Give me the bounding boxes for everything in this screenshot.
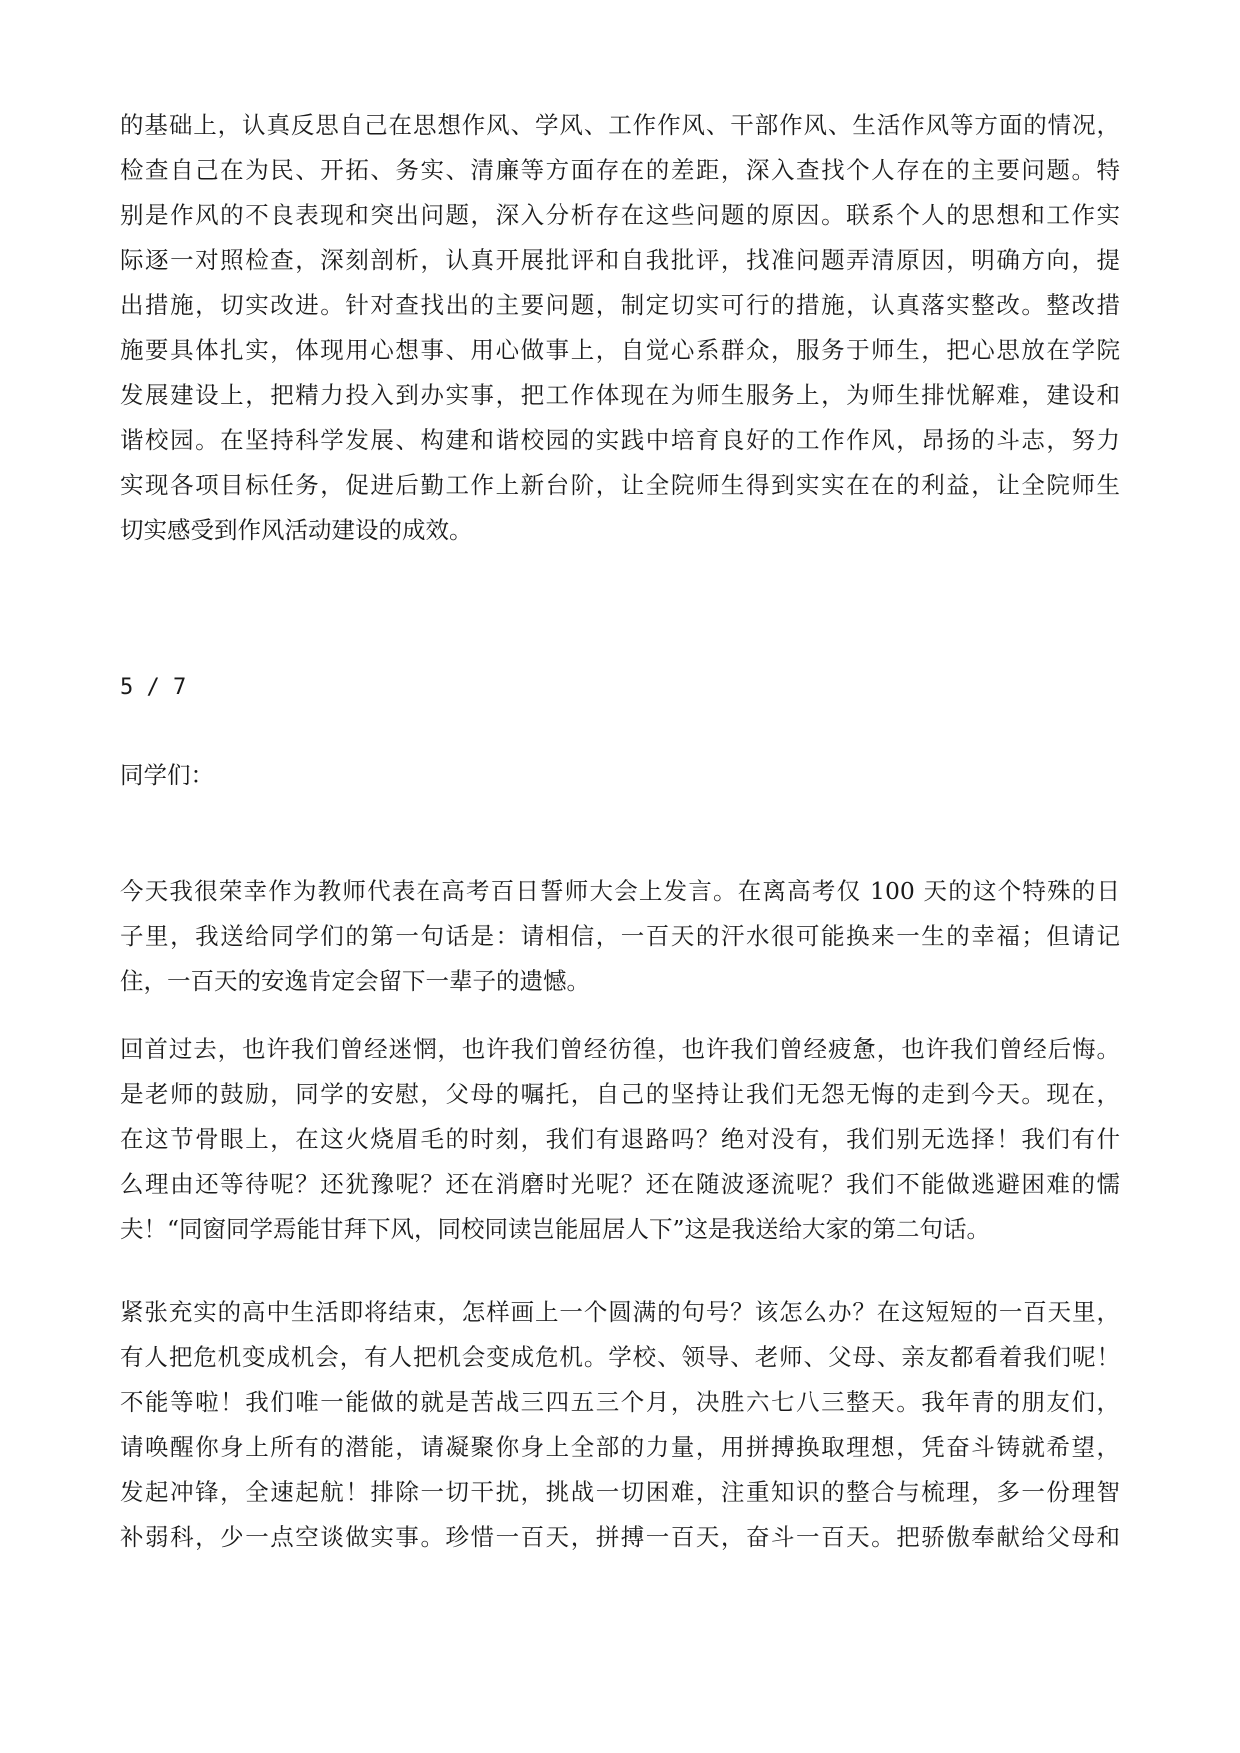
text-line: 施要具体扎实，体现用心想事、用心做事上，自觉心系群众，服务于师生，把心思放在学院 — [120, 336, 1120, 364]
text-line: 切实感受到作风活动建设的成效。 — [120, 516, 473, 544]
text-line: 补弱科，少一点空谈做实事。珍惜一百天，拼搏一百天，奋斗一百天。把骄傲奉献给父母和 — [120, 1523, 1120, 1551]
text-line: 出措施，切实改进。针对查找出的主要问题，制定切实可行的措施，认真落实整改。整改措 — [120, 291, 1120, 319]
text-line: 谐校园。在坚持科学发展、构建和谐校园的实践中培育良好的工作作风，昂扬的斗志，努力 — [120, 426, 1120, 454]
text-line: 紧张充实的高中生活即将结束，怎样画上一个圆满的句号？该怎么办？在这短短的一百天里， — [120, 1298, 1120, 1326]
text-line: 检查自己在为民、开拓、务实、清廉等方面存在的差距，深入查找个人存在的主要问题。特 — [120, 156, 1120, 184]
text-line: 发展建设上，把精力投入到办实事，把工作体现在为师生服务上，为师生排忧解难，建设和 — [120, 381, 1120, 409]
text-line: 的基础上，认真反思自己在思想作风、学风、工作作风、干部作风、生活作风等方面的情况， — [120, 111, 1120, 139]
text-line: 是老师的鼓励，同学的安慰，父母的嘱托，自己的坚持让我们无怨无悔的走到今天。现在， — [120, 1080, 1120, 1108]
text-line: 么理由还等待呢？还犹豫呢？还在消磨时光呢？还在随波逐流呢？我们不能做逃避困难的懦 — [120, 1170, 1120, 1198]
text-line: 不能等啦！我们唯一能做的就是苦战三四五三个月，决胜六七八三整天。我年青的朋友们， — [120, 1388, 1120, 1416]
text-line: 子里，我送给同学们的第一句话是：请相信，一百天的汗水很可能换来一生的幸福；但请记 — [120, 922, 1120, 950]
page-number: 5 / 7 — [120, 675, 187, 700]
text-line: 请唤醒你身上所有的潜能，请凝聚你身上全部的力量，用拼搏换取理想，凭奋斗铸就希望， — [120, 1433, 1120, 1461]
text-line: 际逐一对照检查，深刻剖析，认真开展批评和自我批评，找准问题弄清原因，明确方向，提 — [120, 246, 1120, 274]
text-line: 回首过去，也许我们曾经迷惘，也许我们曾经彷徨，也许我们曾经疲惫，也许我们曾经后悔。 — [120, 1035, 1120, 1063]
text-line: 发起冲锋，全速起航！排除一切干扰，挑战一切困难，注重知识的整合与梳理，多一份理智 — [120, 1478, 1120, 1506]
paragraph-4 — [120, 1290, 1120, 1560]
greeting — [120, 753, 1120, 798]
text-line: 夫！“同窗同学焉能甘拜下风，同校同读岂能屈居人下”这是我送给大家的第二句话。 — [120, 1215, 991, 1243]
text-line: 今天我很荣幸作为教师代表在高考百日誓师大会上发言。在离高考仅 100 天的这个特殊的日 — [120, 877, 1120, 905]
text-line: 实现各项目标任务，促进后勤工作上新台阶，让全院师生得到实实在在的利益，让全院师生 — [120, 471, 1120, 499]
text-line: 在这节骨眼上，在这火烧眉毛的时刻，我们有退路吗？绝对没有，我们别无选择！我们有什 — [120, 1125, 1120, 1153]
text-line: 别是作风的不良表现和突出问题，深入分析存在这些问题的原因。联系个人的思想和工作实 — [120, 201, 1120, 229]
paragraph-1 — [120, 103, 1120, 553]
text-line: 有人把危机变成机会，有人把机会变成危机。学校、领导、老师、父母、亲友都看着我们呢！ — [120, 1343, 1120, 1371]
greeting-text: 同学们： — [120, 761, 214, 789]
paragraph-2 — [120, 869, 1120, 1004]
paragraph-3 — [120, 1027, 1120, 1252]
text-line: 住，一百天的安逸肯定会留下一辈子的遗憾。 — [120, 967, 590, 995]
